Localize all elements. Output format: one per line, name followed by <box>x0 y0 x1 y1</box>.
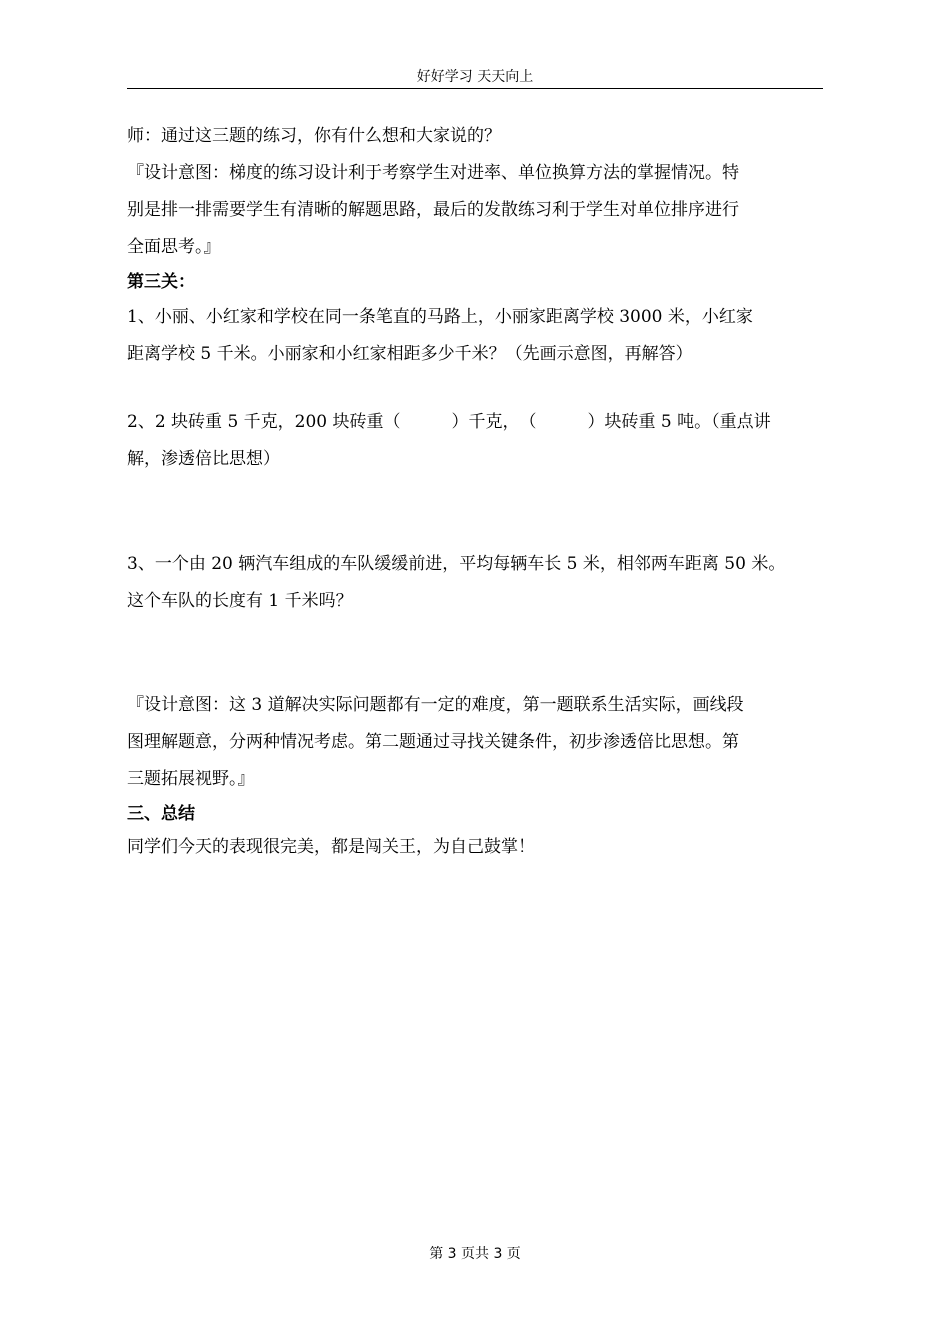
problem-3-line-1: 3、一个由 20 辆汽车组成的车队缓缓前进，平均每辆车长 5 米，相邻两车距离 50 米。 <box>127 554 786 574</box>
problem-2-line-1: 2、2 块砖重 5 千克，200 块砖重（ ）千克， （ ）块砖重 5 吨。（重点讲 <box>127 412 771 432</box>
summary-text: 同学们今天的表现很完美，都是闯关王，为自己鼓掌！ <box>127 837 535 857</box>
teacher-question: 师：通过这三题的练习，你有什么想和大家说的？ <box>127 126 501 146</box>
design-intent-2-line-3: 三题拓展视野。』 <box>127 769 255 789</box>
page-number: 第 3 页共 3 页 <box>429 1246 521 1262</box>
design-intent-1-line-2: 别是排一排需要学生有清晰的解题思路，最后的发散练习利于学生对单位排序进行 <box>127 200 739 220</box>
design-intent-1-line-1: 『设计意图：梯度的练习设计利于考察学生对进率、单位换算方法的掌握情况。特 <box>127 163 739 183</box>
problem-3-line-2: 这个车队的长度有 1 千米吗？ <box>127 591 353 611</box>
level3-heading: 第三关： <box>127 272 195 292</box>
problem-1-line-1: 1、小丽、小红家和学校在同一条笔直的马路上，小丽家距离学校 3000 米，小红家 <box>127 307 753 327</box>
problem-2-line-2: 解，渗透倍比思想） <box>127 449 280 469</box>
design-intent-1-line-3: 全面思考。』 <box>127 237 221 257</box>
design-intent-2-line-2: 图理解题意，分两种情况考虑。第二题通过寻找关键条件，初步渗透倍比思想。第 <box>127 732 739 752</box>
page-header: 好好学习 天天向上 <box>127 66 823 89</box>
design-intent-2-line-1: 『设计意图：这 3 道解决实际问题都有一定的难度，第一题联系生活实际，画线段 <box>127 695 744 715</box>
problem-1-line-2: 距离学校 5 千米。小丽家和小红家相距多少千米？（先画示意图，再解答） <box>127 344 693 364</box>
summary-heading: 三、总结 <box>127 804 195 824</box>
